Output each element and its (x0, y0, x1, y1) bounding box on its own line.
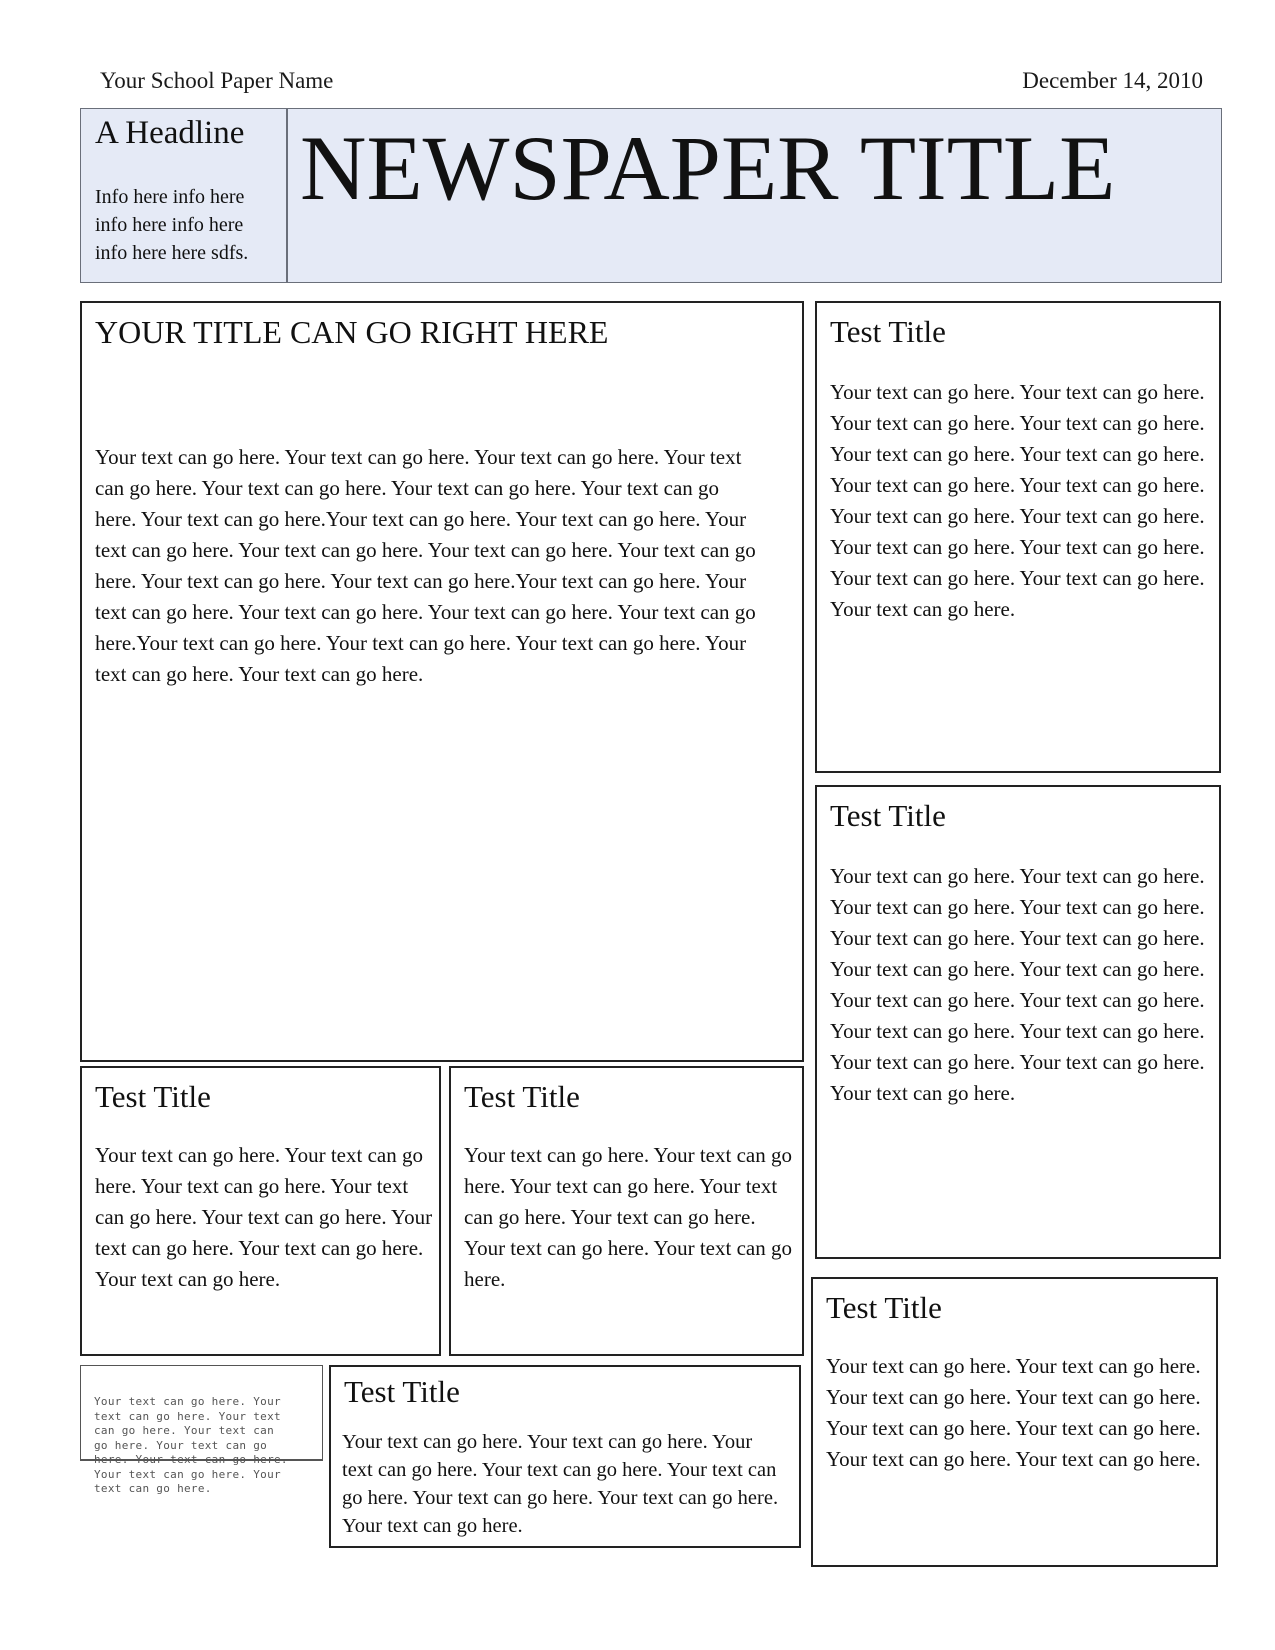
masthead-info: Info here info here info here info here info here here sdfs. (95, 186, 249, 264)
bottom-left-article-1-title: Test Title (95, 1079, 211, 1114)
main-article-title: YOUR TITLE CAN GO RIGHT HERE (95, 314, 609, 350)
bottom-left-article-2-title: Test Title (464, 1079, 580, 1114)
main-article-body: Your text can go here. Your text can go here. Your text can go here. Your text can go here. Your text can go here. Your text can go here. Your text can go here. Your text can go here.Your text can go here. Your text can go here. Your text can go here. Your text can go here. Your text can go here. Your text can go here. Your text can go here. Your text can go here.Your text can go here. Your text can go here. Your text can go here. Your text can go here. Your text can go here.Your text can go here. Your text can go here. Your text can go here. Your text can go here. Your text can go here. (95, 445, 756, 686)
right-article-2-title: Test Title (830, 798, 946, 833)
right-article-1-body: Your text can go here. Your text can go here. Your text can go here. Your text can go here. Your text can go here. Your text can go here. Your text can go here. Your text can go here. Your text can go here. Your text can go here. Your text can go here. Your text can go here. Your text can go here. Your text can go here. Your text can go here. (830, 380, 1205, 621)
main-article (80, 301, 804, 1062)
right-article-2-body: Your text can go here. Your text can go here. Your text can go here. Your text can go here. Your text can go here. Your text can go here. Your text can go here. Your text can go here. Your text can go here. Your text can go here. Your text can go here. Your text can go here. Your text can go here. Your text can go here. Your text can go here. (830, 864, 1205, 1105)
bottom-left-article-1-body: Your text can go here. Your text can go here. Your text can go here. Your text can go here. Your text can go here. Your text can go here. Your text can go here. Your text can go here. (95, 1143, 433, 1291)
right-article-1-title: Test Title (830, 314, 946, 349)
bottom-article-title: Test Title (344, 1374, 460, 1409)
issue-date: December 14, 2010 (1022, 68, 1203, 93)
bottom-left-article-1 (80, 1066, 441, 1356)
right-article-1 (815, 301, 1221, 773)
right-article-3-title: Test Title (826, 1290, 942, 1325)
masthead-headline: A Headline (95, 115, 245, 151)
masthead-divider (286, 108, 290, 283)
bottom-article-body: Your text can go here. Your text can go here. Your text can go here. Your text can go here. Your text can go here. Your text can go here. Your text can go here. Your text can go here. (342, 1431, 779, 1537)
right-article-2 (815, 785, 1221, 1259)
newspaper-title: NEWSPAPER TITLE (300, 117, 1116, 219)
bottom-left-article-2 (449, 1066, 804, 1356)
small-box-text: Your text can go here. Your text can go here. Your text can go here. Your text can go here. Your text can go here. Your text can go here. Your text can go here. Your text can go here. (94, 1395, 288, 1495)
right-article-3 (811, 1277, 1218, 1567)
paper-name: Your School Paper Name (100, 68, 334, 93)
bottom-left-article-2-body: Your text can go here. Your text can go here. Your text can go here. Your text can go here. Your text can go here. Your text can go here. Your text can go here. (464, 1143, 792, 1291)
right-article-3-body: Your text can go here. Your text can go here. Your text can go here. Your text can go here. Your text can go here. Your text can go here. Your text can go here. Your text can go here. (826, 1354, 1201, 1471)
